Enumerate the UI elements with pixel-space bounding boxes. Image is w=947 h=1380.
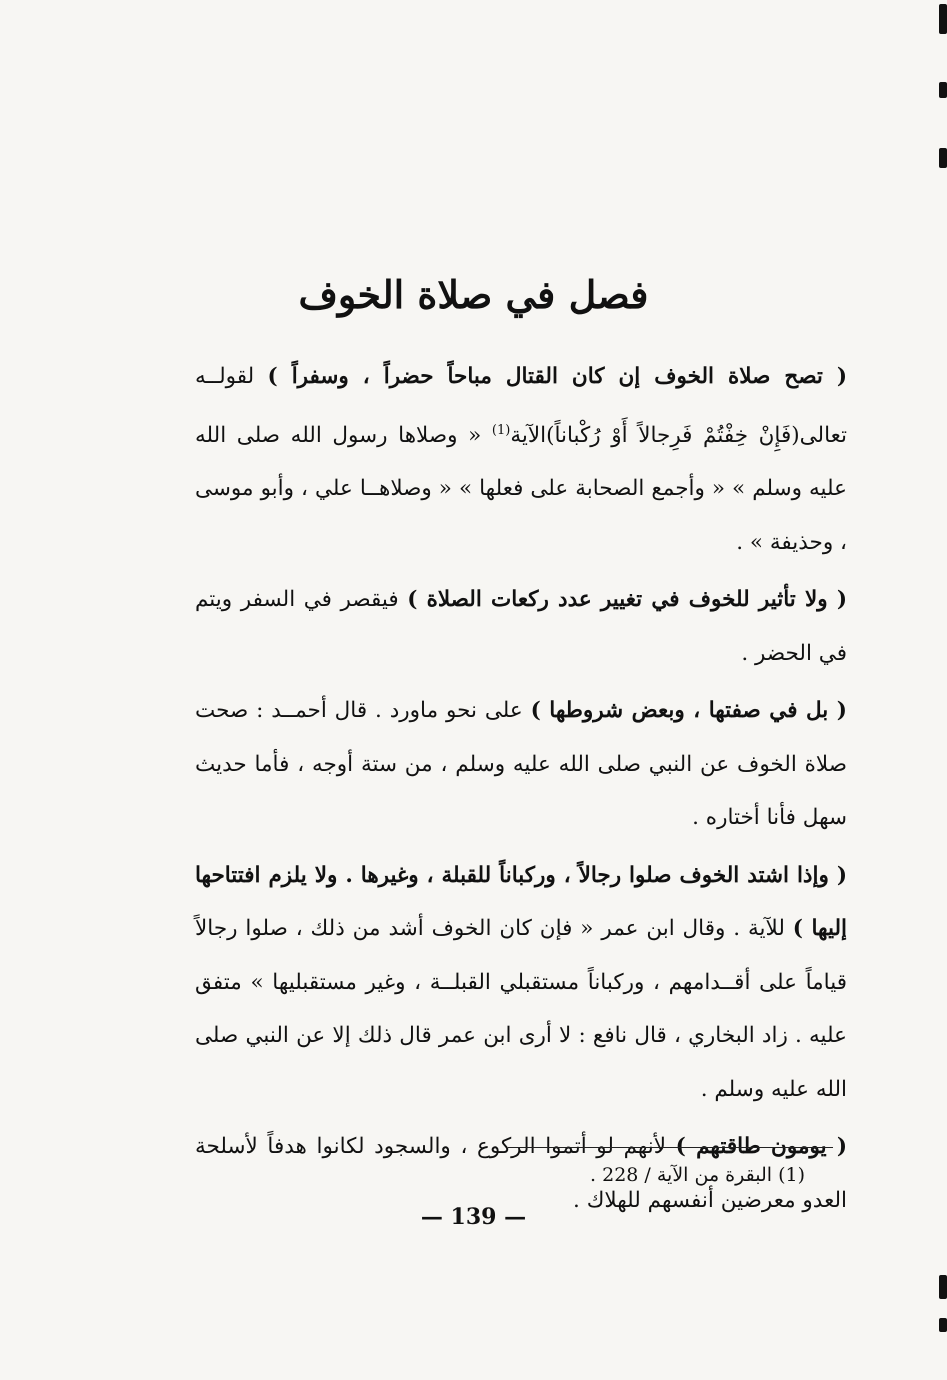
bold-phrase: ( ولا تأثير للخوف في تغيير عدد ركعات الصلاة ) bbox=[407, 587, 847, 613]
bold-phrase: ( تصح صلاة الخوف إن كان القتال مباحاً حضراً ، وسفراً ) bbox=[267, 364, 847, 389]
paragraph bbox=[195, 849, 847, 1117]
paragraph bbox=[195, 684, 847, 845]
body-text bbox=[195, 350, 847, 1227]
footnote: (1) البقرة من الآية / 228 . bbox=[590, 1164, 805, 1186]
paragraph-text: على نحو ماورد . قال أحمــد : صحت صلاة الخوف عن النبي صلى الله عليه وسلم ، من ستة أوجه ، فأما حديث سهل فأنا أختاره . bbox=[195, 698, 847, 831]
edge-mark bbox=[939, 1275, 947, 1299]
bold-phrase: ( بل في صفتها ، وبعض شروطها ) bbox=[530, 698, 847, 724]
bold-phrase: ( وإذا اشتد الخوف صلوا رجالاً ، وركباناً للقبلة ، وغيرها . ولا يلزم افتتاحها إليها ) bbox=[195, 862, 847, 942]
edge-mark bbox=[939, 1318, 947, 1332]
edge-mark bbox=[939, 4, 947, 34]
page-number: — 139 — bbox=[420, 1204, 527, 1230]
paragraph-text: « وصلاها رسول الله صلى الله عليه وسلم » « وأجمع الصحابة على فعلها » « وصلاهــا علي ، وأبو موسى ، وحذيفة » . bbox=[195, 422, 847, 555]
paragraph-text: للآية . وقال ابن عمر « فإن كان الخوف أشد من ذلك ، صلوا رجالاً قياماً على أقــدامهم ، وركباناً مستقبلي القبلــة ، وغير مستقبليها » متفق عليه . زاد البخاري ، قال نافع : لا أرى ابن عمر قال ذلك إلا عن النبي صلى الله عليه وسلم . bbox=[195, 916, 847, 1102]
paragraph bbox=[195, 350, 847, 569]
paragraph bbox=[195, 573, 847, 680]
paragraph-text: لقولــه تعالى(فَإِنْ خِفْتُمْ فَرِجالاً أَوْ رُكْباناً)الآية bbox=[195, 364, 848, 448]
paragraph-text: فيقصر في السفر ويتم في الحضر . bbox=[195, 587, 847, 666]
chapter-heading: فصل في صلاة الخوف bbox=[298, 272, 649, 317]
edge-mark bbox=[939, 82, 947, 98]
footnote-divider bbox=[508, 1147, 833, 1148]
footnote-ref: (1) bbox=[491, 422, 511, 438]
bold-phrase: ( يومون طاقتهم ) bbox=[675, 1134, 848, 1160]
paragraph-text: لأنهم لو أتموا الركوع ، والسجود لكانوا هدفاً لأسلحة العدو معرضين أنفسهم للهلاك . bbox=[195, 1134, 847, 1213]
edge-mark bbox=[939, 148, 947, 168]
